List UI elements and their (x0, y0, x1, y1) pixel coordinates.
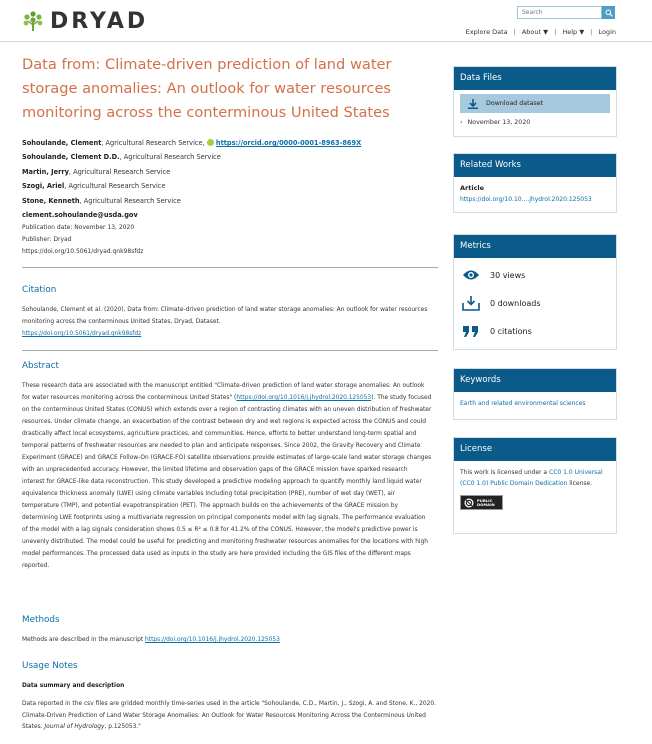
author-list (22, 136, 442, 222)
version-item[interactable] (460, 119, 610, 126)
citation-text: Sohoulande, Clement et al. (2020), Data from: Climate-driven prediction of land water storage anomalies: An outlook for water resources monitoring across the conterminous United States, Dryad, Dataset. (22, 307, 428, 325)
related-works-heading: Related Works (454, 154, 616, 177)
abstract-body (22, 380, 432, 572)
usage-body (22, 699, 442, 734)
author-name[interactable]: Stone, Kenneth (22, 196, 80, 205)
nav-about[interactable]: About ▼ (521, 28, 549, 36)
usage-notes-heading: Usage Notes (22, 661, 78, 671)
section-divider (22, 350, 438, 351)
author-item (22, 150, 442, 164)
search-button[interactable] (602, 6, 615, 19)
author-affiliation: , Agricultural Research Service (68, 167, 171, 176)
views-metric (462, 261, 608, 289)
dataset-metadata (22, 222, 143, 259)
nav-explore-data[interactable]: Explore Data (465, 28, 508, 36)
citation-heading: Citation (22, 285, 57, 295)
citations-metric (462, 317, 608, 345)
download-icon (468, 99, 478, 109)
nav-separator: | (590, 28, 593, 36)
orcid-link[interactable]: https://orcid.org/0000-0001-8963-869X (215, 139, 362, 147)
author-affiliation: , Agricultural Research Service (79, 196, 181, 205)
license-prefix: This work is licensed under a (460, 469, 550, 476)
orcid-icon (207, 139, 214, 146)
views-count: 30 views (490, 270, 526, 280)
methods-text: Methods are described in the manuscript (22, 637, 146, 643)
author-item (22, 179, 442, 193)
badge-text: PUBLIC DOMAIN (477, 497, 495, 507)
author-name[interactable]: Sohoulande, Clement (22, 139, 102, 147)
search-icon (605, 9, 613, 17)
header-divider (0, 41, 652, 42)
data-files-panel (453, 66, 617, 137)
abstract-heading: Abstract (22, 361, 59, 371)
keyword-link[interactable]: Earth and related environmental sciences (460, 400, 586, 407)
keywords-heading: Keywords (454, 369, 616, 392)
citation-doi-link[interactable]: https://doi.org/10.5061/dryad.qnk98sfdz (22, 331, 142, 337)
version-date: November 13, 2020 (467, 119, 531, 126)
license-suffix: license. (567, 480, 593, 487)
search-box (517, 6, 615, 19)
public-domain-icon (464, 498, 474, 508)
nav-separator: | (513, 28, 516, 36)
usage-subheading: Data summary and description (22, 683, 125, 689)
citation-block (22, 304, 438, 340)
dataset-title: Data from: Climate-driven prediction of land water storage anomalies: An outlook for water resources monitoring across the conterminous United States (22, 56, 392, 121)
author-name[interactable]: Sohoulande, Clement D.D. (22, 153, 120, 162)
download-dataset-button[interactable] (460, 94, 610, 113)
downloads-count: 0 downloads (490, 298, 541, 308)
author-item (22, 136, 442, 150)
cc0-license-link[interactable]: CC0 1.0 Universal (CC0 1.0) Public Domain Dedication (460, 469, 603, 487)
eye-icon (462, 269, 480, 281)
usage-text: Data reported in the csv files are gridded monthly time-series used in the article "Sohoulande, C.D., Martin, J., Szogi, A. and Stone, K., 2020. Climate-Driven Prediction of Land Water Storage Anomalies: An Outlook for Water Resources Monitoring Across the Conterminous United States. (22, 701, 436, 730)
methods-body (22, 634, 438, 646)
metrics-panel (453, 234, 617, 350)
license-text (460, 467, 610, 489)
top-navigation (466, 28, 616, 36)
download-label: Download dataset (486, 100, 544, 107)
author-item (22, 194, 442, 208)
author-affiliation: , Agricultural Research Service (119, 153, 221, 162)
contact-email[interactable]: clement.sohoulande@usda.gov (22, 211, 138, 220)
keywords-panel (453, 368, 617, 420)
license-panel (453, 437, 617, 534)
methods-heading: Methods (22, 615, 60, 625)
dataset-doi: https://doi.org/10.5061/dryad.qnk98sfdz (22, 248, 144, 256)
abstract-text: These research data are associated with the manuscript entitled "Climate-driven prediction of land water storage anomalies: An outlook for water resources monitoring across the conterminous United States" ( (22, 383, 425, 401)
related-article-link[interactable]: https://doi.org/10.10....jhydrol.2020.125053 (460, 196, 592, 203)
download-tray-icon (462, 296, 480, 311)
quote-icon (462, 324, 480, 338)
public-domain-badge[interactable] (460, 495, 503, 510)
usage-text: , p.125053." (104, 724, 141, 730)
abstract-doi-link[interactable]: https://doi.org/10.1016/j.jhydrol.2020.125053 (236, 395, 372, 401)
search-input[interactable] (517, 6, 602, 19)
logo-text: DRYAD (50, 8, 149, 34)
dryad-logo[interactable] (22, 8, 148, 34)
abstract-text: ). The study focused on the conterminous United States (CONUS) which extends over a region of contrasting climates with an uneven distribution of freshwater resources. Under climate change, an exacerbation of the contrast between dry and wet regions is expected across the CONUS and could drastically affect local ecosystems, agriculture practices, and communities. Hence, efforts to better understand long-term spatial and temporal patterns of freshwater resources are needed to plan and anticipate responses. Since 2002, the Gravity Recovery and Climate Experiment (GRACE) and GRACE Follow-On (GRACE-FO) satellite observations provide estimates of large-scale land water storage changes with an unprecedented accuracy. However, the limited lifetime and observation gaps of the GRACE mission have sparked research interest for GRACE-like data reconstruction. This study developed a predictive modeling approach to quantify monthly land liquid water equivalence thickness anomaly (LWE) using climate variables including total precipitation (PRE), number of wet day (WET), air temperature (TMP), and potential evapotranspiration (PET). The approach builds on the achievements of the GRACE mission by determining LWE footprints using a multivariate regression on principal components model with lag signals. The performance evaluation of the model with a lag signals consideration shows 0.5 ≤ R² ≤ 0.8 for 41.2% of the CONUS. However, the model's predictive power is unevenly distributed. The model could be useful for predicting and monitoring freshwater resources anomalies for the locations with high model performances. The processed data used as inputs in the study are here provided including the GIS files of the different maps reported. (22, 395, 432, 569)
author-name[interactable]: Martin, Jerry (22, 167, 69, 176)
license-heading: License (454, 438, 616, 461)
nav-help[interactable]: Help ▼ (562, 28, 585, 36)
citations-count: 0 citations (490, 326, 532, 336)
journal-name: Journal of Hydrology (44, 724, 105, 730)
publication-date: Publication date: November 13, 2020 (22, 224, 135, 231)
related-type: Article (460, 184, 485, 192)
data-files-heading: Data Files (454, 67, 616, 90)
author-item (22, 165, 442, 179)
author-name[interactable]: Szogi, Ariel (22, 182, 65, 191)
nav-separator: | (554, 28, 557, 36)
dryad-tree-icon (22, 10, 44, 32)
publisher: Publisher: Dryad (22, 236, 72, 244)
chevron-right-icon: › (460, 119, 463, 126)
methods-doi-link[interactable]: https://doi.org/10.1016/j.jhydrol.2020.125053 (145, 637, 280, 643)
metrics-heading: Metrics (454, 235, 616, 258)
downloads-metric (462, 289, 608, 317)
author-affiliation: , Agricultural Research Service (64, 182, 166, 191)
related-works-panel (453, 153, 617, 213)
author-affiliation: , Agricultural Research Service, (101, 139, 207, 147)
section-divider (22, 267, 438, 268)
nav-login[interactable]: Login (598, 28, 616, 36)
